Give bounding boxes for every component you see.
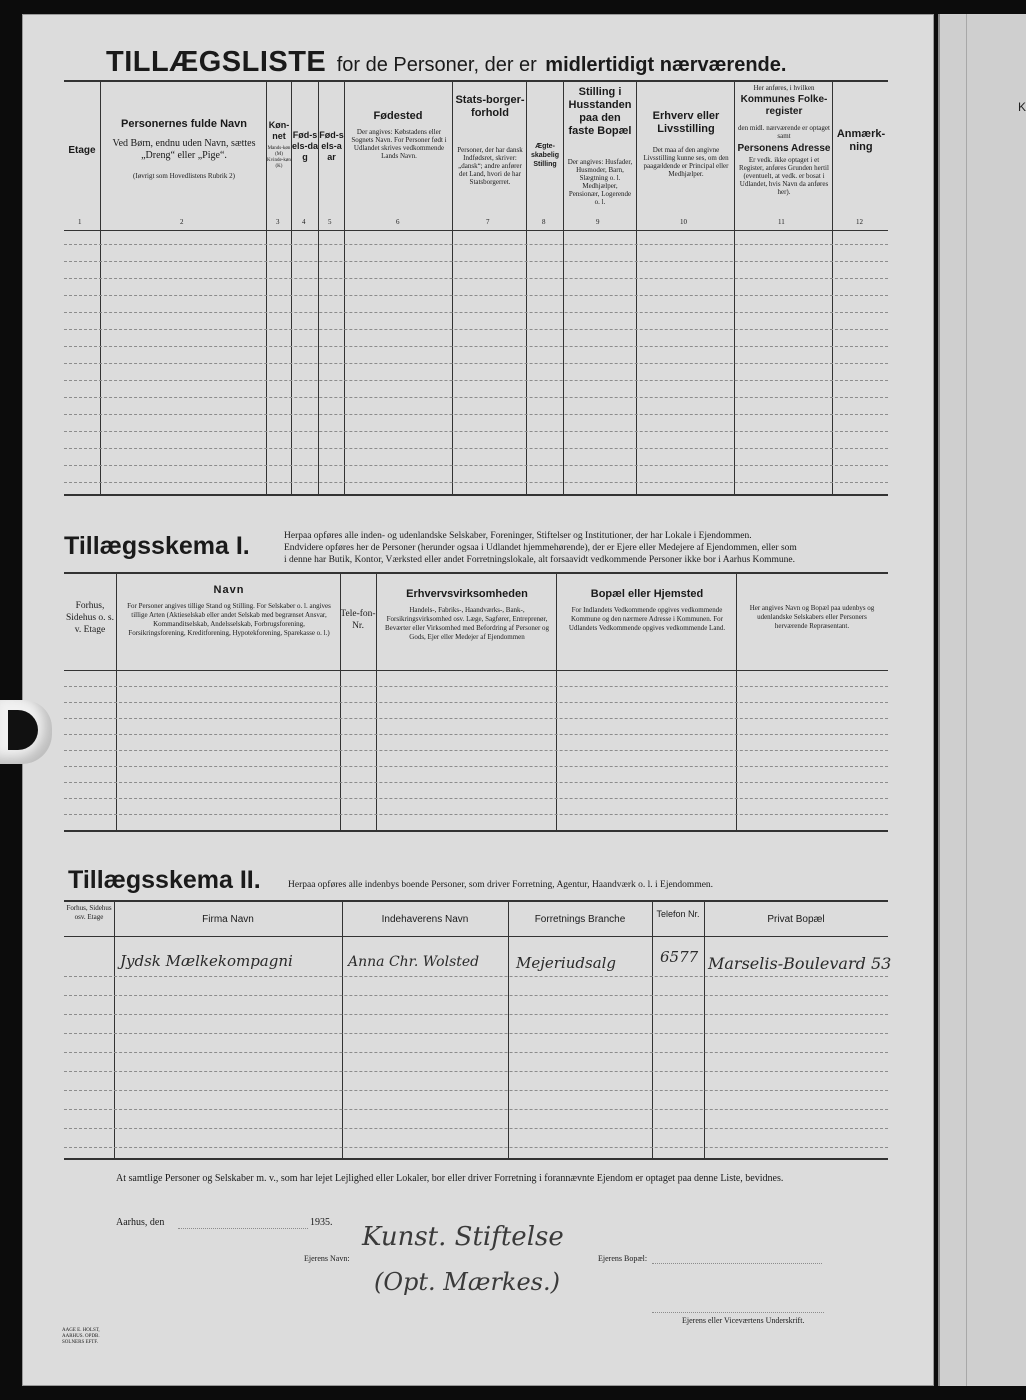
form-title (106, 46, 786, 79)
main-table-top-rule (64, 80, 888, 82)
ruled-line (64, 278, 888, 279)
ruled-line (64, 702, 888, 703)
ruled-line (64, 766, 888, 767)
schema2-bottom-rule (64, 1158, 888, 1160)
col-name-header: Personernes fulde Navn (121, 118, 247, 130)
col-adresse-header: Personens Adresse (737, 143, 831, 154)
schema2-top-rule (64, 900, 888, 902)
ejerens-navn-label: Ejerens Navn: (304, 1254, 350, 1263)
ruled-line (64, 448, 888, 449)
adjacent-page-letter: K (1018, 100, 1026, 114)
col-kon-note: Mands-køn (M) Kvinde-køn (K) (267, 146, 291, 169)
ruled-line (64, 718, 888, 719)
ruled-line (64, 1014, 888, 1015)
ruled-line (64, 782, 888, 783)
col-fodested-note: Der angives: Købstadens eller Sognets Navn. For Personer født i Udlandet skrives vedkommende Lands Navn. (351, 128, 447, 160)
col-anmaerkning-header: Anmærk-ning (836, 128, 886, 153)
ruled-line (64, 814, 888, 815)
schema2-title: Tillægsskema II. (68, 866, 261, 894)
schema2-col-telefon: Telefon Nr. (656, 909, 700, 919)
schema2-intro: Herpaa opføres alle indenbys boende Personer, som driver Forretning, Agentur, Haandværk o. l. i Ejendommen. (288, 880, 714, 890)
ruled-line (64, 686, 888, 687)
col-birthday-header: Fød-sels-dag (292, 130, 319, 162)
schema1-intro-line3: i denne har Butik, Kontor, Værksted eller andet Forretningslokale, alt forsaavidt vedkommende Personer ikke bor i Aarhus Kommune. (284, 555, 796, 565)
ruled-line (64, 363, 888, 364)
colnum-1: 1 (78, 218, 82, 226)
colnum-2: 2 (180, 218, 184, 226)
ejerens-navn-signature: Kunst. Stiftelse (362, 1222, 564, 1252)
colnum-10: 10 (680, 218, 687, 226)
colnum-3: 3 (276, 218, 280, 226)
col-name-note2: (Iøvrigt som Hovedlistens Rubrik 2) (133, 172, 235, 180)
col-statsborger-header: Stats-borger-forhold (455, 94, 525, 119)
col-name-note: Ved Børn, endnu uden Navn, sættes „Dreng“ eller „Pige“. (112, 138, 256, 161)
ruled-line (64, 976, 888, 977)
schema1-header-rule (64, 670, 888, 671)
entry-privat-bopael: Marselis-Boulevard 53 (708, 954, 892, 973)
schema1-intro (284, 530, 894, 566)
ruled-line (64, 329, 888, 330)
colnum-8: 8 (542, 218, 546, 226)
ruled-line (64, 346, 888, 347)
schema1-col-erhverv-note: Handels-, Fabriks-, Haandværks-, Bank-, Forsikringsvirksomhed osv. Læge, Sagfører, Entreprenør, Beværter eller Virksomhed med Befordring af Personer og Gods, Ejer eller Medejer af Ejendommen (384, 606, 550, 641)
col-etage-header: Etage (68, 145, 96, 156)
schema2-col-indehaver: Indehaverens Navn (381, 914, 469, 925)
census-form-page (22, 14, 934, 1386)
adjacent-page-edge (938, 14, 1026, 1386)
colnum-6: 6 (396, 218, 400, 226)
colnum-4: 4 (302, 218, 306, 226)
schema1-col-etage: Forhus, Sidehus o. s. v. Etage (65, 601, 115, 635)
date-line (178, 1228, 308, 1229)
ejerens-bopael-label: Ejerens Bopæl: (598, 1254, 648, 1263)
schema1-col-telefon: Tele-fon-Nr. (340, 609, 376, 631)
colnum-11: 11 (778, 218, 785, 226)
ruled-line (64, 397, 888, 398)
col-aegteskab-header: Ægte-skabelig Stilling (530, 143, 559, 168)
ruled-line (64, 1109, 888, 1110)
entry-indehaver-name: Anna Chr. Wolsted (348, 954, 480, 970)
schema1-intro-line2: Endvidere opføres her de Personer (herunder ogsaa i Udlandet hjemmehørende), der er Ejere eller Medejere af Ejendommen, eller som (284, 543, 797, 553)
ruled-line (64, 261, 888, 262)
colnum-12: 12 (856, 218, 863, 226)
ruled-line (64, 734, 888, 735)
colnum-9: 9 (596, 218, 600, 226)
entry-branche: Mejeriudsalg (516, 954, 617, 972)
entry-telefon: 6577 (660, 948, 699, 966)
col-folkeregister-pre: Her anføres, i hvilken (753, 84, 815, 92)
col-husstand-note: Der angives: Husfader, Husmoder, Barn, Slægtning o. l. Medhjælper, Pensionær, Logerende o. l. (567, 158, 633, 206)
title-main: TILLÆGSLISTE (106, 46, 327, 78)
ruled-line (64, 482, 888, 483)
schema1-col-bopael: Bopæl eller Hjemsted (590, 588, 704, 600)
footer-year: 1935. (310, 1217, 333, 1228)
ruled-line (64, 1147, 888, 1148)
schema1-col-navn: Navn (213, 584, 245, 596)
title-sub-a: for de Personer, der er (336, 54, 537, 76)
col-adresse-note: Er vedk. ikke optaget i et Register, anføres Grunden hertil (eventuelt, at vedk. er bosat i Udlandet, hvis Navn da anføres her). (739, 156, 829, 196)
schema1-col-bopael-note: For Indlandets Vedkommende opgives vedkommende Kommune og den nærmere Adresse i Kommunen. For Udlandets Vedkommende opgives vedkommende Land. (568, 606, 726, 632)
ruled-line (64, 295, 888, 296)
col-birthyear-header: Fød-sels-aar (319, 130, 344, 162)
schema1-col-navn-note: For Personer angives tillige Stand og Stilling. For Selskaber o. l. angives tillige Arten (Aktieselskab eller andet Selskab med begrænset Ansvar, Kommanditselskab, Andelsselskab, Forbrugsforening, Forsikringsforening, Kreditforening, Hypotekforening, Sparekasse o. l.) (127, 602, 331, 637)
signature-line (652, 1312, 824, 1313)
ruled-line (64, 431, 888, 432)
schema1-title: Tillægsskema I. (64, 532, 250, 560)
ruled-line (64, 798, 888, 799)
schema1-col-representant: Her angives Navn og Bopæl paa udenbys og udenlandske Selskabers eller Personers herværende Repræsentant. (749, 604, 875, 630)
ruled-line (64, 1128, 888, 1129)
col-folkeregister-header: Kommunes Folke-register (740, 94, 828, 117)
footer-declaration: At samtlige Personer og Selskaber m. v., som har lejet Lejlighed eller Lokaler, bor eller driver Forretning i forannævnte Ejendom er optaget paa denne Liste, bevidnes. (116, 1173, 784, 1184)
col-kon-header: Køn-net (268, 120, 290, 141)
schema2-col-firma: Firma Navn (202, 914, 254, 925)
schema2-header-rule (64, 936, 888, 937)
ruled-line (64, 465, 888, 466)
ruled-line (64, 750, 888, 751)
ruled-line (64, 414, 888, 415)
entry-firma-name: Jydsk Mælkekompagni (120, 952, 293, 970)
ruled-line (64, 1052, 888, 1053)
ruled-line (64, 1090, 888, 1091)
colnum-7: 7 (486, 218, 490, 226)
main-table-bottom-rule (64, 494, 888, 496)
ejerens-navn-signature-note: (Opt. Mærkes.) (374, 1268, 560, 1296)
schema1-intro-line1: Herpaa opføres alle inden- og udenlandske Selskaber, Foreninger, Stiftelser og Institutioner, der har Lokale i Ejendommen. (284, 531, 752, 541)
schema1-top-rule (64, 572, 888, 574)
signature-label: Ejerens eller Viceværtens Underskrift. (682, 1316, 805, 1325)
col-folkeregister-note: den midl. nærværende er optaget samt (738, 124, 830, 140)
schema1-col-erhverv: Erhvervsvirksomheden (406, 588, 528, 600)
footer-city: Aarhus, den (116, 1217, 165, 1228)
schema1-bottom-rule (64, 830, 888, 832)
col-husstand-header: Stilling i Husstanden paa den faste Bopæl (568, 86, 632, 137)
ruled-line (64, 380, 888, 381)
col-statsborger-note: Personer, der har dansk Indfødsret, skriver: „dansk“; andre anfører det Land, hvori de har Statsborgerret. (457, 146, 523, 186)
title-sub-b: midlertidigt nærværende. (545, 54, 787, 76)
ruled-line (64, 244, 888, 245)
col-erhverv-header: Erhverv eller Livsstilling (652, 110, 720, 135)
ruled-line (64, 1071, 888, 1072)
schema2-col-branche: Forretnings Branche (534, 914, 626, 925)
schema2-col-bopael: Privat Bopæl (767, 914, 825, 925)
col-fodested-header: Fødested (373, 110, 423, 122)
ruled-line (64, 312, 888, 313)
ruled-line (64, 1033, 888, 1034)
schema2-col-etage: Forhus, Sidehus osv. Etage (66, 904, 112, 921)
ejerens-bopael-line (652, 1263, 822, 1264)
main-table-header-rule (64, 230, 888, 231)
ruled-line (64, 995, 888, 996)
col-erhverv-note: Det maa af den angivne Livsstilling kunne ses, om den paagældende er Principal eller Medhjælper. (643, 146, 729, 178)
printer-mark: AAGE E. HOLST, AARHUS. OPDB. SOLNERS EFTF. (62, 1328, 100, 1345)
colnum-5: 5 (328, 218, 332, 226)
